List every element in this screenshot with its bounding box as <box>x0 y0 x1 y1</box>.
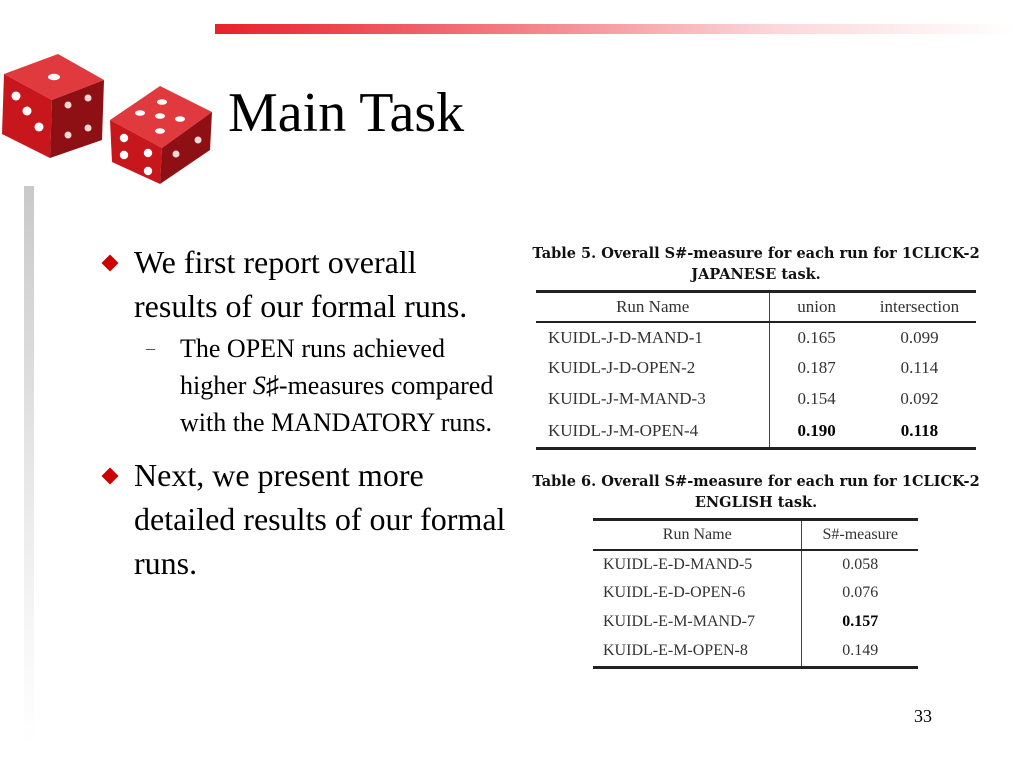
dice-left-icon <box>2 54 104 158</box>
table6-cell: KUIDL-E-M-OPEN-8 <box>593 637 802 668</box>
table-row <box>593 579 918 608</box>
table5-cell: 0.118 <box>863 415 976 449</box>
table6-cell: 0.058 <box>842 555 879 573</box>
table5-cell: KUIDL-J-M-MAND-3 <box>536 384 770 415</box>
page-number: 33 <box>914 706 932 726</box>
table-row <box>536 353 976 384</box>
table6-cell: KUIDL-E-D-MAND-5 <box>593 550 802 579</box>
table6 <box>593 518 918 669</box>
table5 <box>536 290 976 450</box>
table6-cell: KUIDL-E-D-OPEN-6 <box>593 579 802 608</box>
table5-cell: KUIDL-J-D-MAND-1 <box>536 322 770 353</box>
bullet-text: Next, we present more detailed results of our formal runs. <box>134 457 506 581</box>
sub-bullet-item <box>98 330 508 441</box>
table5-cell: KUIDL-J-M-OPEN-4 <box>536 415 770 449</box>
table5-cell: 0.190 <box>770 415 863 449</box>
table5-cell: 0.165 <box>797 327 836 347</box>
dash-bullet-icon: – <box>146 338 155 358</box>
bullet-item-2 <box>98 453 508 585</box>
table-row <box>593 550 918 579</box>
sub-bullet-text-pre: The OPEN runs achieved higher <box>180 334 445 400</box>
bullet-text: We first report overall results of our formal runs. <box>134 244 468 324</box>
table5-caption: Table 5. Overall S#-measure for each run for 1CLICK-2 JAPANESE task. <box>532 245 980 283</box>
table5-header-run-name: Run Name <box>536 292 770 322</box>
table6-cell: KUIDL-E-M-MAND-7 <box>593 608 802 637</box>
table-row <box>593 608 918 637</box>
bullet-list <box>98 240 508 585</box>
table-row <box>536 384 976 415</box>
bullet-item-1 <box>98 240 508 328</box>
dice-right-icon <box>110 86 212 184</box>
table5-header-union: union <box>770 292 863 322</box>
table6-cell: 0.149 <box>802 637 918 668</box>
table6-cell: 0.076 <box>842 584 879 601</box>
table-row <box>536 415 976 449</box>
table6-header-run-name: Run Name <box>593 520 802 550</box>
table5-cell: 0.114 <box>900 358 939 377</box>
sub-bullet-text-post: ♯-measures compared with the MANDATORY runs. <box>180 371 494 437</box>
table5-cell: 0.187 <box>797 358 836 377</box>
top-accent-bar <box>215 24 1015 34</box>
slide-title: Main Task <box>228 82 465 144</box>
dice-icon <box>0 50 220 190</box>
table5-header-intersection: intersection <box>863 292 976 322</box>
diamond-bullet-icon <box>102 468 119 485</box>
table-row <box>536 322 976 353</box>
table6-caption: Table 6. Overall S#-measure for each run for 1CLICK-2 ENGLISH task. <box>532 473 980 511</box>
table-row <box>593 637 918 668</box>
table5-cell: KUIDL-J-D-OPEN-2 <box>536 353 770 384</box>
table5-cell: 0.099 <box>900 327 939 347</box>
table6-header-s-measure: S#-measure <box>802 520 918 550</box>
table5-cell: 0.154 <box>797 389 836 408</box>
table6-cell: 0.157 <box>842 613 879 630</box>
sub-bullet-text-italic: S <box>252 371 266 400</box>
diamond-bullet-icon <box>102 255 119 272</box>
left-accent-bar <box>24 186 34 746</box>
table5-cell: 0.092 <box>900 389 939 408</box>
